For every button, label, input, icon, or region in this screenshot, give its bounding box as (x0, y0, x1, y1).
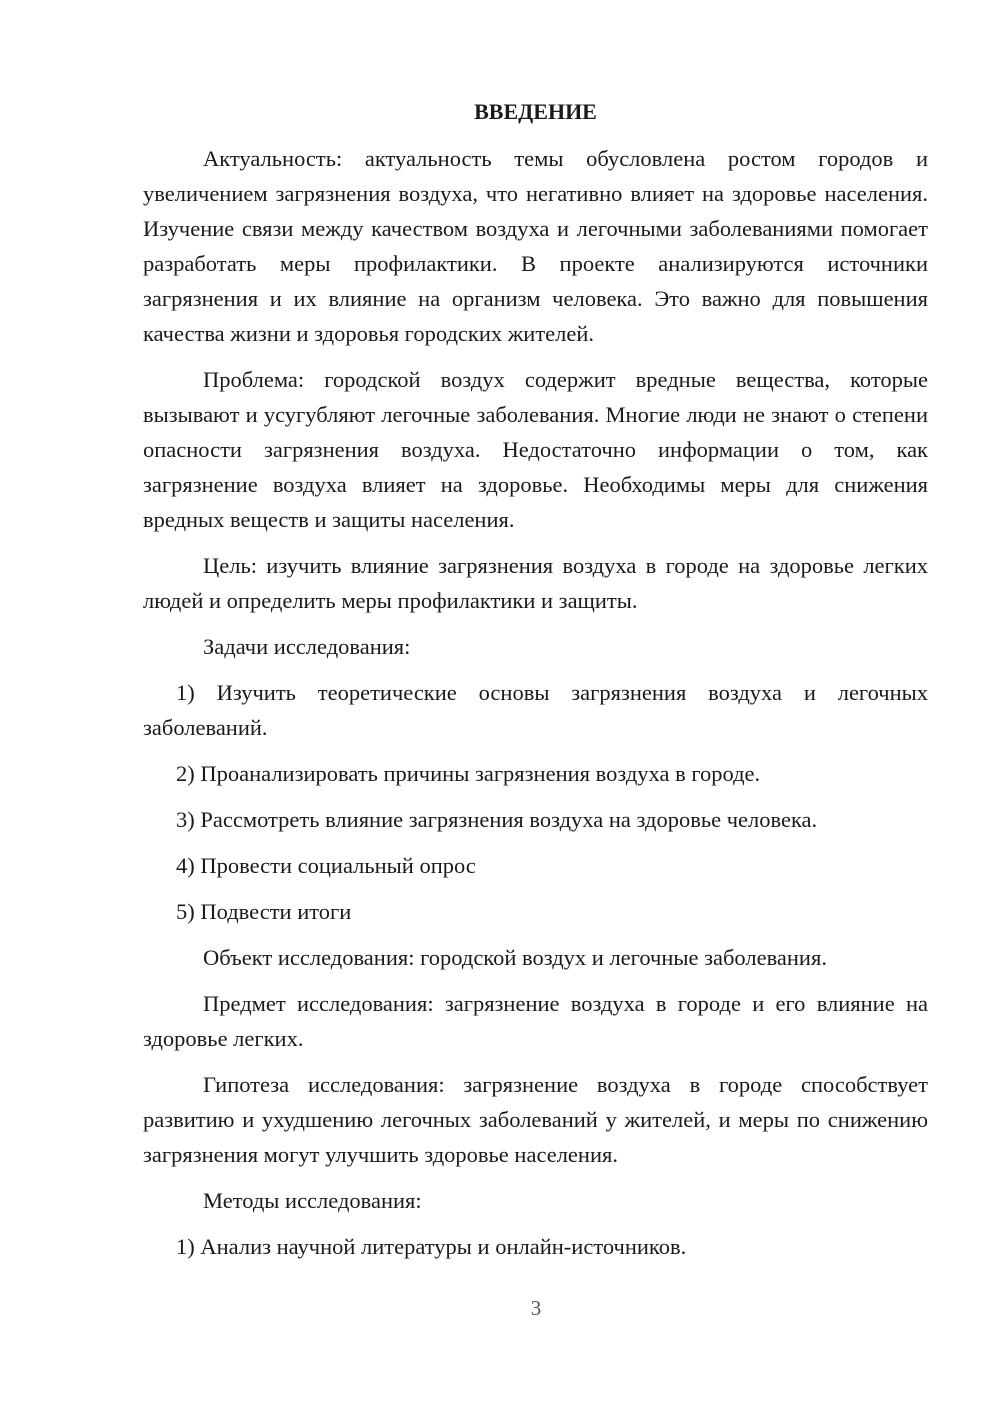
paragraph-subject: Предмет исследования: загрязнение воздуха в городе и его влияние на здоровье легких. (143, 991, 928, 1051)
list-item: 5) Подвести итоги (176, 899, 352, 924)
list-item: 3) Рассмотреть влияние загрязнения воздуха на здоровье человека. (176, 807, 818, 832)
list-item: 1) Изучить теоретические основы загрязнения воздуха и легочных заболеваний. (143, 680, 928, 740)
paragraph-hypothesis: Гипотеза исследования: загрязнение воздуха в городе способствует развитию и ухудшению легочных заболеваний у жителей, и меры по снижению загрязнения могут улучшить здоровье населения. (143, 1072, 928, 1167)
tasks-heading: Задачи исследования: (203, 634, 411, 659)
page-number: 3 (530, 1296, 542, 1320)
document-page (143, 94, 928, 1275)
list-item: 2) Проанализировать причины загрязнения воздуха в городе. (176, 761, 761, 786)
tasks-list (143, 675, 928, 929)
paragraph-problem: Проблема: городской воздух содержит вредные вещества, которые вызывают и усугубляют легочные заболевания. Многие люди не знают о степени опасности загрязнения воздуха. Недостаточно информации о том, как загрязнение воздуха влияет на здоровье. Необходимы меры для снижения вредных веществ и защиты населения. (143, 367, 928, 532)
paragraph-object: Объект исследования: городской воздух и легочные заболевания. (203, 945, 827, 970)
methods-heading: Методы исследования: (203, 1188, 422, 1213)
page-title: ВВЕДЕНИЕ (474, 99, 597, 124)
paragraph-goal: Цель: изучить влияние загрязнения воздуха в городе на здоровье легких людей и определить меры профилактики и защиты. (143, 553, 928, 613)
methods-list (143, 1229, 928, 1264)
paragraph-relevance: Актуальность: актуальность темы обусловлена ростом городов и увеличением загрязнения воздуха, что негативно влияет на здоровье населения. Изучение связи между качеством воздуха и легочными заболеваниями помогает разработать меры профилактики. В проекте анализируются источники загрязнения и их влияние на организм человека. Это важно для повышения качества жизни и здоровья городских жителей. (143, 146, 928, 346)
list-item: 4) Провести социальный опрос (176, 853, 476, 878)
list-item: 1) Анализ научной литературы и онлайн-источников. (176, 1234, 687, 1259)
